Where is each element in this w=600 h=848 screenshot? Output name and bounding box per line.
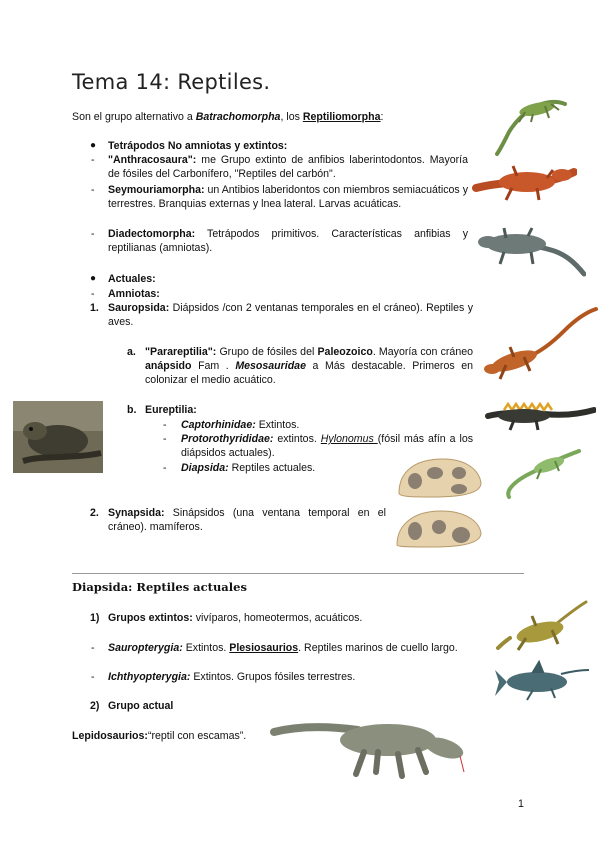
tetrapodos-header: Tetrápodos No amniotas y extintos: [108, 140, 288, 152]
dash-diapsida: - [163, 462, 167, 474]
grupos-extintos-entry: Grupos extintos: vivíparos, homeotermos, acuáticos. [108, 612, 363, 624]
dash-protorothyrididae: - [163, 433, 167, 445]
seymouriamorpha-illustration [472, 160, 577, 205]
sauropsida-number: 1. [90, 302, 99, 314]
eureptilia-photo [13, 401, 103, 473]
dash-diadectomorpha: - [91, 228, 95, 240]
ichthyosaur-illustration [493, 660, 591, 702]
page-number: 1 [518, 798, 524, 810]
diadectomorpha-entry: Diadectomorpha: Tetrápodos primitivos. Características anfibias y reptilianas (amniotas). [108, 228, 468, 255]
dash-ichthyopterygia: - [91, 671, 95, 683]
dash-seymouriamorpha: - [91, 184, 95, 196]
amniotas-header: Amniotas: [108, 288, 160, 300]
grupos-extintos-number: 1) [90, 612, 100, 624]
section-divider [72, 573, 524, 574]
sauropterygia-entry: Sauropterygia: Extintos. Plesiosaurios. Reptiles marinos de cuello largo. [108, 642, 458, 654]
parareptilia-letter: a. [127, 346, 136, 358]
section2-title: Diapsida: Reptiles actuales [72, 580, 247, 594]
diadectomorpha-illustration [476, 222, 586, 277]
synapsida-entry: Synapsida: Sinápsidos (una ventana temporal en el cráneo). mamíferos. [108, 507, 386, 534]
lepidosaurio-illustration [268, 712, 473, 782]
page-title: Tema 14: Reptiles. [72, 70, 271, 94]
bullet-tetrapodos: ● [90, 140, 97, 151]
grupo-actual-header: Grupo actual [108, 700, 174, 712]
intro-post: : [380, 111, 384, 123]
dash-sauropterygia: - [91, 642, 95, 654]
dash-anthracosaura: - [91, 154, 95, 166]
intro-line [72, 110, 412, 124]
dash-captorhinidae: - [163, 419, 167, 431]
synapsida-number: 2. [90, 507, 99, 519]
plesiosaur-illustration [496, 598, 588, 653]
ichthyopterygia-entry: Ichthyopterygia: Extintos. Grupos fósiles terrestres. [108, 671, 356, 683]
reptiliomorpha-term: Reptiliomorpha [302, 111, 381, 123]
anthracosaura-illustration [495, 96, 570, 158]
lepidosaurios-entry: Lepidosaurios:“reptil con escamas”. [72, 730, 247, 742]
dash-amniotas: - [91, 288, 95, 300]
batrachomorpha-term: Batrachomorpha [195, 111, 281, 123]
anthracosaura-entry: "Anthracosaura": me Grupo extinto de anfibios laberintodontos. Mayoría de fósiles del Carbonífero, "Reptiles del carbón". [108, 154, 468, 181]
diapsid-skull-illustration [393, 453, 483, 501]
captorhinidae-illustration [484, 396, 596, 436]
diapsida-entry: Diapsida: Reptiles actuales. [181, 462, 316, 474]
diapsida-illustration [503, 445, 583, 500]
grupo-actual-number: 2) [90, 700, 100, 712]
captorhinidae-entry: Captorhinidae: Extintos. [181, 419, 300, 431]
parareptilia-entry: "Parareptilia": Grupo de fósiles del Paleozoico. Mayoría con cráneo anápsido Fam . Mesosauridae a Más destacable. Primeros en colonizar el medio acuático. [145, 346, 473, 387]
eureptilia-letter: b. [127, 404, 137, 416]
bullet-actuales: ● [90, 273, 97, 284]
intro-mid: , los [280, 111, 303, 123]
eureptilia-header: Eureptilia: [145, 404, 197, 416]
intro-pre: Son el grupo alternativo a [72, 111, 196, 123]
parareptilia-illustration [484, 305, 600, 390]
synapsid-skull-illustration [393, 505, 483, 551]
sauropsida-entry: Sauropsida: Diápsidos /con 2 ventanas temporales en el cráneo). Reptiles y aves. [108, 302, 473, 329]
actuales-header: Actuales: [108, 273, 156, 285]
seymouriamorpha-entry: Seymouriamorpha: un Antibios laberidontos con miembros semiacuáticos y terrestres. Branquias externas y lnea lateral. Larvas acuáticas. [108, 184, 468, 211]
protorothyrididae-entry: Protorothyrididae: extintos. Hylonomus (fósil más afín a los diápsidos actuales). [181, 433, 474, 460]
